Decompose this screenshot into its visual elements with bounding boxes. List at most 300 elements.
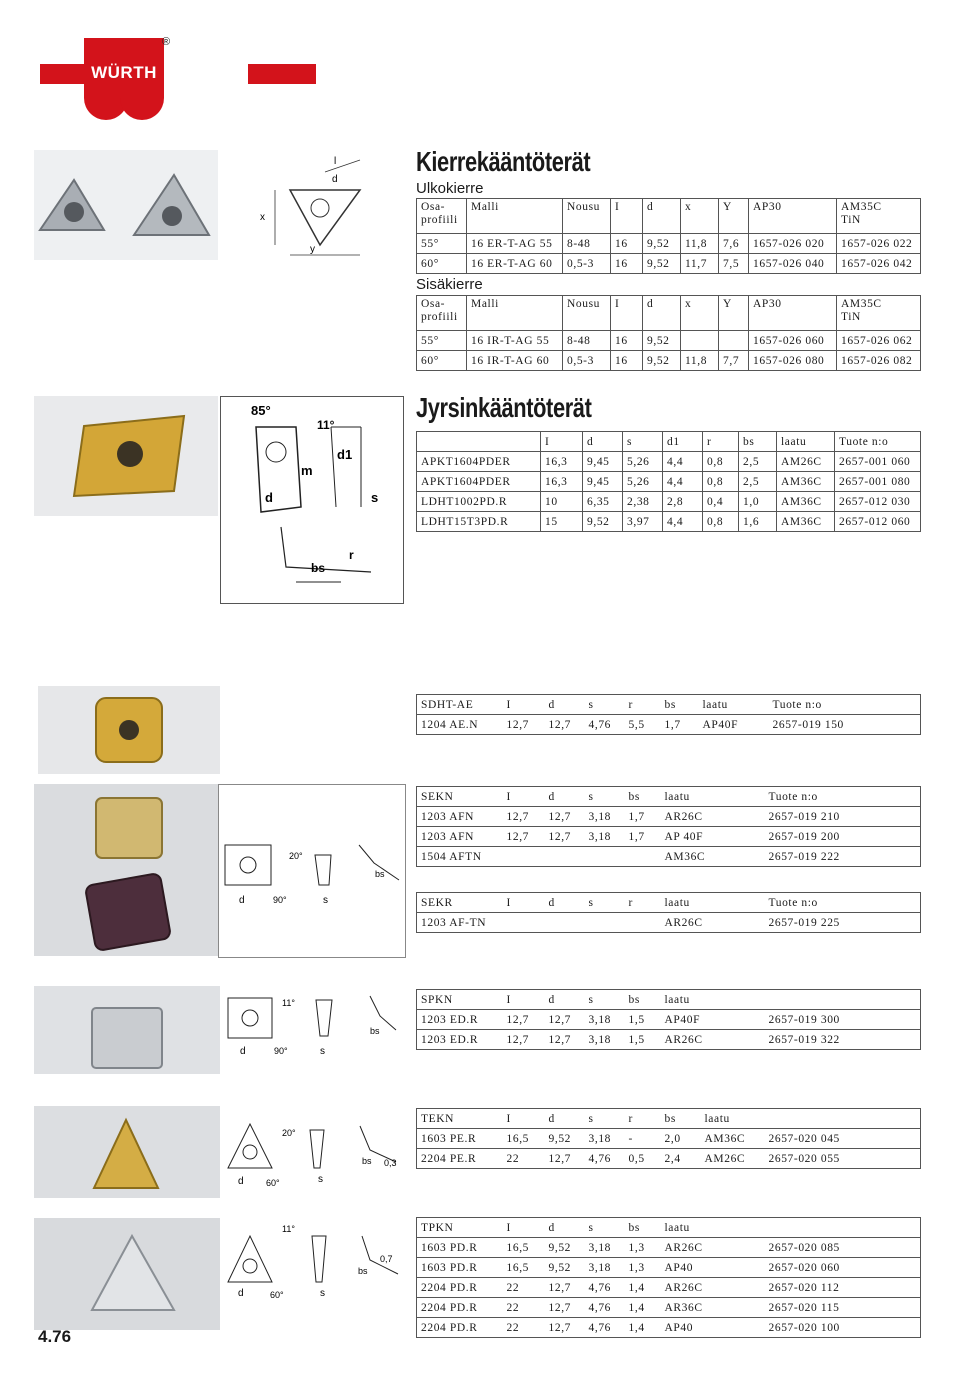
tpkn-table	[416, 1217, 921, 1338]
table-header-cell: TEKN	[417, 1109, 503, 1129]
table-cell: 1203 ED.R	[417, 1010, 503, 1030]
table-row	[417, 1298, 921, 1318]
table-cell: 3,18	[585, 1010, 625, 1030]
table-header-cell: s	[585, 695, 625, 715]
diagram-label-90: 90°	[274, 1046, 288, 1056]
table-cell: 3,18	[585, 1258, 625, 1278]
tekn-table	[416, 1108, 921, 1169]
table-row	[417, 1010, 921, 1030]
table-cell: 1657-026 082	[837, 351, 921, 371]
diagram-label-11: 11°	[317, 418, 335, 432]
header-line: Nousu	[567, 201, 601, 213]
table-cell: 12,7	[503, 1030, 545, 1050]
tpkn-insert-photo	[34, 1218, 220, 1330]
table-cell: 5,26	[623, 472, 663, 492]
table-header-cell	[467, 199, 563, 234]
diagram-label-60: 60°	[266, 1178, 280, 1188]
table-cell: 2204 PE.R	[417, 1149, 503, 1169]
diagram-label-s: s	[320, 1288, 325, 1299]
table-header-cell: laatu	[661, 1218, 765, 1238]
table-header-cell	[611, 296, 643, 331]
table-header-cell: SEKR	[417, 893, 503, 913]
header-line: d	[647, 201, 654, 213]
internal-thread-table	[416, 295, 921, 371]
table-header-cell: bs	[625, 990, 661, 1010]
table-cell: 12,7	[545, 827, 585, 847]
header-line: profiili	[421, 311, 458, 323]
diagram-label-dim: 0,7	[380, 1254, 393, 1264]
table-cell: 11,7	[681, 254, 719, 274]
table-cell: 1603 PE.R	[417, 1129, 503, 1149]
table-row	[417, 492, 921, 512]
table-cell: 16 ER-T-AG 60	[467, 254, 563, 274]
table-cell: 1,4	[625, 1278, 661, 1298]
table-cell: 4,4	[663, 512, 703, 532]
table-cell: 11,8	[681, 234, 719, 254]
table-header-cell: bs	[661, 1109, 701, 1129]
table-cell: AR26C	[661, 913, 765, 933]
external-thread-subtitle: Ulkokierre	[416, 180, 484, 197]
table-cell: 4,76	[585, 1149, 625, 1169]
table-cell: 3,18	[585, 807, 625, 827]
table-cell: 22	[503, 1149, 545, 1169]
tekn-insert-photo	[34, 1106, 220, 1198]
diagram-label-m: m	[301, 463, 313, 478]
table-header-cell: s	[585, 990, 625, 1010]
table-cell: 2,5	[739, 472, 777, 492]
table-cell: 0,8	[703, 452, 739, 472]
table-header-cell: laatu	[661, 990, 765, 1010]
sekn-table	[416, 786, 921, 867]
table-cell	[503, 913, 545, 933]
table-header-cell: s	[585, 893, 625, 913]
table-cell: AM36C	[661, 847, 765, 867]
table-cell: 9,52	[545, 1238, 585, 1258]
table-cell: AM36C	[777, 512, 835, 532]
table-header-row	[417, 787, 921, 807]
table-header-row	[417, 1218, 921, 1238]
table-row	[417, 1129, 921, 1149]
header-line: Osa-	[421, 201, 446, 213]
table-row	[417, 331, 921, 351]
table-cell: 9,52	[643, 331, 681, 351]
header-line: AM35C	[841, 298, 882, 310]
table-cell: APKT1604PDER	[417, 472, 541, 492]
table-cell: AP40F	[699, 715, 769, 735]
table-cell: 12,7	[503, 1010, 545, 1030]
table-cell: 6,35	[583, 492, 623, 512]
table-cell	[545, 847, 585, 867]
diagram-label-x: x	[260, 212, 265, 223]
table-cell: AP40F	[661, 1010, 765, 1030]
table-cell: 9,52	[643, 351, 681, 371]
table-cell: 2657-019 200	[765, 827, 921, 847]
table-header-cell: I	[503, 990, 545, 1010]
header-line: AP30	[753, 201, 782, 213]
table-cell: 16,5	[503, 1129, 545, 1149]
header-line: AM35C	[841, 201, 882, 213]
table-cell: 12,7	[503, 807, 545, 827]
diagram-label-d: d	[239, 895, 245, 906]
table-cell: 55°	[417, 331, 467, 351]
table-cell: 1,7	[625, 807, 661, 827]
table-cell: 3,97	[623, 512, 663, 532]
sdht-insert-photo	[38, 686, 220, 774]
table-cell: 0,8	[703, 512, 739, 532]
table-cell: 12,7	[545, 807, 585, 827]
table-cell: 0,8	[703, 472, 739, 492]
table-header-cell	[467, 296, 563, 331]
table-cell: 2204 PD.R	[417, 1298, 503, 1318]
threading-insert-photo	[34, 150, 218, 260]
table-header-cell: Tuote n:o	[769, 695, 921, 715]
table-cell: 4,4	[663, 452, 703, 472]
apkt-table	[416, 431, 921, 532]
diagram-label-d1: d1	[337, 447, 353, 462]
table-cell: 2,38	[623, 492, 663, 512]
table-cell: 1,4	[625, 1298, 661, 1318]
diagram-label-bs: bs	[362, 1156, 372, 1166]
table-cell: 4,76	[585, 715, 625, 735]
diagram-label-bs: bs	[370, 1026, 380, 1036]
table-cell: 2657-020 060	[765, 1258, 921, 1278]
table-cell: AR26C	[661, 807, 765, 827]
table-cell: LDHT1002PD.R	[417, 492, 541, 512]
table-cell	[585, 913, 625, 933]
table-cell: 1,0	[739, 492, 777, 512]
table-header-cell	[417, 199, 467, 234]
table-cell: 1,7	[661, 715, 699, 735]
table-cell: 2657-012 060	[835, 512, 921, 532]
table-header-cell	[563, 296, 611, 331]
table-cell: 9,52	[643, 234, 681, 254]
table-cell: 12,7	[545, 1318, 585, 1338]
table-cell: 22	[503, 1298, 545, 1318]
diagram-label-11: 11°	[282, 1224, 295, 1234]
diagram-label-s: s	[318, 1174, 323, 1185]
table-cell: AM26C	[777, 452, 835, 472]
table-cell: 1657-026 022	[837, 234, 921, 254]
table-cell	[503, 847, 545, 867]
table-cell: 12,7	[545, 1149, 585, 1169]
table-header-row	[417, 432, 921, 452]
table-cell: 1,7	[625, 827, 661, 847]
table-cell: 1203 ED.R	[417, 1030, 503, 1050]
spkn-table	[416, 989, 921, 1050]
table-cell: AM36C	[777, 492, 835, 512]
table-header-cell: d	[583, 432, 623, 452]
table-cell: 1657-026 062	[837, 331, 921, 351]
table-cell: 1204 AE.N	[417, 715, 503, 735]
table-cell: 15	[541, 512, 583, 532]
table-row	[417, 512, 921, 532]
table-cell: AR26C	[661, 1238, 765, 1258]
table-row	[417, 472, 921, 492]
table-cell: 1657-026 040	[749, 254, 837, 274]
table-header-cell: r	[625, 893, 661, 913]
table-header-cell: s	[585, 787, 625, 807]
header-line: I	[615, 298, 620, 310]
table-cell: 4,4	[663, 472, 703, 492]
header-line: AP30	[753, 298, 782, 310]
apkt-diagram	[220, 396, 404, 604]
diagram-label-85: 85°	[251, 403, 271, 418]
table-cell: 1,3	[625, 1258, 661, 1278]
table-cell: 2657-012 030	[835, 492, 921, 512]
table-cell: 2657-019 300	[765, 1010, 921, 1030]
table-cell: 12,7	[545, 1010, 585, 1030]
table-cell: 2657-019 150	[769, 715, 921, 735]
table-cell: 3,18	[585, 1030, 625, 1050]
table-cell: 2,5	[739, 452, 777, 472]
table-row	[417, 254, 921, 274]
table-cell: 1,4	[625, 1318, 661, 1338]
logo-wordmark: WÜRTH	[91, 63, 157, 82]
diagram-label-20: 20°	[289, 851, 303, 861]
diagram-label-s: s	[371, 490, 379, 505]
table-cell: 2,0	[661, 1129, 701, 1149]
tekn-diagram	[220, 1106, 404, 1192]
header-line: x	[685, 201, 692, 213]
table-cell: 12,7	[503, 715, 545, 735]
table-cell	[625, 847, 661, 867]
diagram-label-r: r	[349, 548, 354, 562]
logo-right-bar	[248, 64, 316, 84]
table-cell: 16	[611, 331, 643, 351]
diagram-label-s: s	[323, 895, 328, 906]
table-cell: 12,7	[545, 1298, 585, 1318]
table-cell: 8-48	[563, 331, 611, 351]
sdht-table	[416, 694, 921, 735]
table-header-cell	[749, 296, 837, 331]
table-row	[417, 913, 921, 933]
internal-thread-subtitle: Sisäkierre	[416, 276, 483, 293]
header-line: x	[685, 298, 692, 310]
section2-title: Jyrsinkääntöterät	[416, 392, 592, 423]
table-header-cell: d	[545, 1109, 585, 1129]
table-cell: 16	[611, 351, 643, 371]
table-cell: 1,5	[625, 1010, 661, 1030]
external-thread-table	[416, 198, 921, 274]
table-row	[417, 847, 921, 867]
table-cell: APKT1604PDER	[417, 452, 541, 472]
sekn-insert-photo	[34, 784, 218, 956]
table-cell: LDHT15T3PD.R	[417, 512, 541, 532]
table-header-cell: I	[541, 432, 583, 452]
header-line: Y	[723, 298, 732, 310]
table-row	[417, 715, 921, 735]
table-header-cell: d	[545, 1218, 585, 1238]
table-cell: 2657-020 115	[765, 1298, 921, 1318]
table-row	[417, 234, 921, 254]
table-cell: 9,45	[583, 472, 623, 492]
table-cell: 1504 AFTN	[417, 847, 503, 867]
table-cell: AM36C	[777, 472, 835, 492]
table-cell: 0,5-3	[563, 254, 611, 274]
table-cell	[681, 331, 719, 351]
section1-title: Kierrekääntöterät	[416, 146, 591, 177]
table-cell: AR26C	[661, 1030, 765, 1050]
table-cell: 60°	[417, 254, 467, 274]
diagram-label-d: d	[240, 1046, 246, 1057]
table-cell: 1657-026 060	[749, 331, 837, 351]
diagram-label-bs: bs	[311, 561, 326, 575]
table-cell: 2204 PD.R	[417, 1278, 503, 1298]
page-number: 4.76	[38, 1327, 72, 1346]
table-cell: AR26C	[661, 1278, 765, 1298]
table-cell	[585, 847, 625, 867]
table-header-cell: TPKN	[417, 1218, 503, 1238]
table-cell: 16	[611, 234, 643, 254]
table-row	[417, 1278, 921, 1298]
table-header-cell	[837, 296, 921, 331]
table-cell: 1,6	[739, 512, 777, 532]
header-line: Osa-	[421, 298, 446, 310]
table-row	[417, 1149, 921, 1169]
table-header-cell	[749, 199, 837, 234]
table-cell: AP40	[661, 1258, 765, 1278]
table-cell: 1603 PD.R	[417, 1258, 503, 1278]
table-cell: AM26C	[701, 1149, 765, 1169]
table-cell: 1203 AFN	[417, 827, 503, 847]
table-header-cell	[417, 296, 467, 331]
table-cell: 16 IR-T-AG 55	[467, 331, 563, 351]
table-cell: 10	[541, 492, 583, 512]
table-header-cell: SPKN	[417, 990, 503, 1010]
header-line: profiili	[421, 214, 458, 226]
table-header-cell	[611, 199, 643, 234]
table-header-cell	[837, 199, 921, 234]
table-cell: 12,7	[545, 1030, 585, 1050]
table-header-cell: d	[545, 787, 585, 807]
table-header-cell: I	[503, 1109, 545, 1129]
table-header-cell: s	[623, 432, 663, 452]
table-cell: 16	[611, 254, 643, 274]
spkn-diagram	[220, 986, 404, 1066]
table-cell: 7,6	[719, 234, 749, 254]
diagram-label-l: l	[334, 156, 337, 167]
table-cell: 16,3	[541, 472, 583, 492]
table-cell: 1,5	[625, 1030, 661, 1050]
table-cell: AP 40F	[661, 827, 765, 847]
table-cell: 1657-026 042	[837, 254, 921, 274]
table-header-row	[417, 1109, 921, 1129]
table-header-cell: bs	[625, 787, 661, 807]
diagram-label-dim: 0,3	[384, 1158, 397, 1168]
table-cell	[719, 331, 749, 351]
table-header-cell: d1	[663, 432, 703, 452]
table-cell: 3,18	[585, 1238, 625, 1258]
table-header-cell: bs	[739, 432, 777, 452]
table-cell: 0,5-3	[563, 351, 611, 371]
table-header-cell: r	[703, 432, 739, 452]
table-row	[417, 807, 921, 827]
table-cell: 2657-019 210	[765, 807, 921, 827]
header-line: Malli	[471, 201, 499, 213]
table-cell: 2657-001 080	[835, 472, 921, 492]
diagram-label-s: s	[320, 1046, 325, 1057]
table-header-cell: bs	[661, 695, 699, 715]
tpkn-diagram	[220, 1218, 404, 1304]
table-row	[417, 1238, 921, 1258]
table-row	[417, 1030, 921, 1050]
table-header-cell	[765, 990, 921, 1010]
table-header-cell	[563, 199, 611, 234]
table-cell: 9,45	[583, 452, 623, 472]
table-header-cell: d	[545, 695, 585, 715]
header-line: d	[647, 298, 654, 310]
table-header-cell: s	[585, 1218, 625, 1238]
diagram-label-11: 11°	[282, 998, 295, 1008]
table-cell: 12,7	[503, 827, 545, 847]
diagram-label-90: 90°	[273, 895, 287, 905]
table-header-row	[417, 990, 921, 1010]
header-line: I	[615, 201, 620, 213]
table-cell: -	[625, 1129, 661, 1149]
table-cell: 2204 PD.R	[417, 1318, 503, 1338]
table-cell: 16,5	[503, 1238, 545, 1258]
table-cell: AM36C	[701, 1129, 765, 1149]
table-header-cell: SEKN	[417, 787, 503, 807]
table-cell: 16 IR-T-AG 60	[467, 351, 563, 371]
table-header-cell: I	[503, 695, 545, 715]
table-header-cell	[681, 199, 719, 234]
table-header-cell	[719, 296, 749, 331]
table-header-row	[417, 893, 921, 913]
diagram-label-d: d	[265, 490, 273, 505]
header-line: TiN	[841, 311, 861, 323]
table-header-cell: laatu	[661, 787, 765, 807]
table-cell: 2,8	[663, 492, 703, 512]
table-cell: 4,76	[585, 1278, 625, 1298]
table-header-cell: d	[545, 990, 585, 1010]
table-row	[417, 827, 921, 847]
table-cell: 2657-019 322	[765, 1030, 921, 1050]
header-line: Y	[723, 201, 732, 213]
table-header-cell: laatu	[699, 695, 769, 715]
table-cell: 7,5	[719, 254, 749, 274]
diagram-label-60: 60°	[270, 1290, 284, 1300]
table-cell: 16 ER-T-AG 55	[467, 234, 563, 254]
table-cell: 0,5	[625, 1149, 661, 1169]
table-cell: 11,8	[681, 351, 719, 371]
table-cell: 9,52	[545, 1129, 585, 1149]
table-cell: 1657-026 020	[749, 234, 837, 254]
table-row	[417, 351, 921, 371]
table-header-cell: SDHT-AE	[417, 695, 503, 715]
table-cell: 5,26	[623, 452, 663, 472]
table-header-cell: r	[625, 1109, 661, 1129]
table-cell: 1203 AF-TN	[417, 913, 503, 933]
sekr-table	[416, 892, 921, 933]
table-header-cell	[417, 432, 541, 452]
registered-mark: ®	[162, 36, 171, 48]
table-cell: 2657-020 112	[765, 1278, 921, 1298]
table-header-cell: Tuote n:o	[765, 893, 921, 913]
table-cell: 2,4	[661, 1149, 701, 1169]
header-line: Malli	[471, 298, 499, 310]
table-cell: 3,18	[585, 1129, 625, 1149]
table-cell: 4,76	[585, 1298, 625, 1318]
table-cell: 12,7	[545, 715, 585, 735]
table-header-row	[417, 199, 921, 234]
table-cell: 22	[503, 1278, 545, 1298]
header-line: Nousu	[567, 298, 601, 310]
table-cell: 4,76	[585, 1318, 625, 1338]
spkn-insert-photo	[34, 986, 220, 1074]
table-cell: 55°	[417, 234, 467, 254]
table-cell: 0,4	[703, 492, 739, 512]
